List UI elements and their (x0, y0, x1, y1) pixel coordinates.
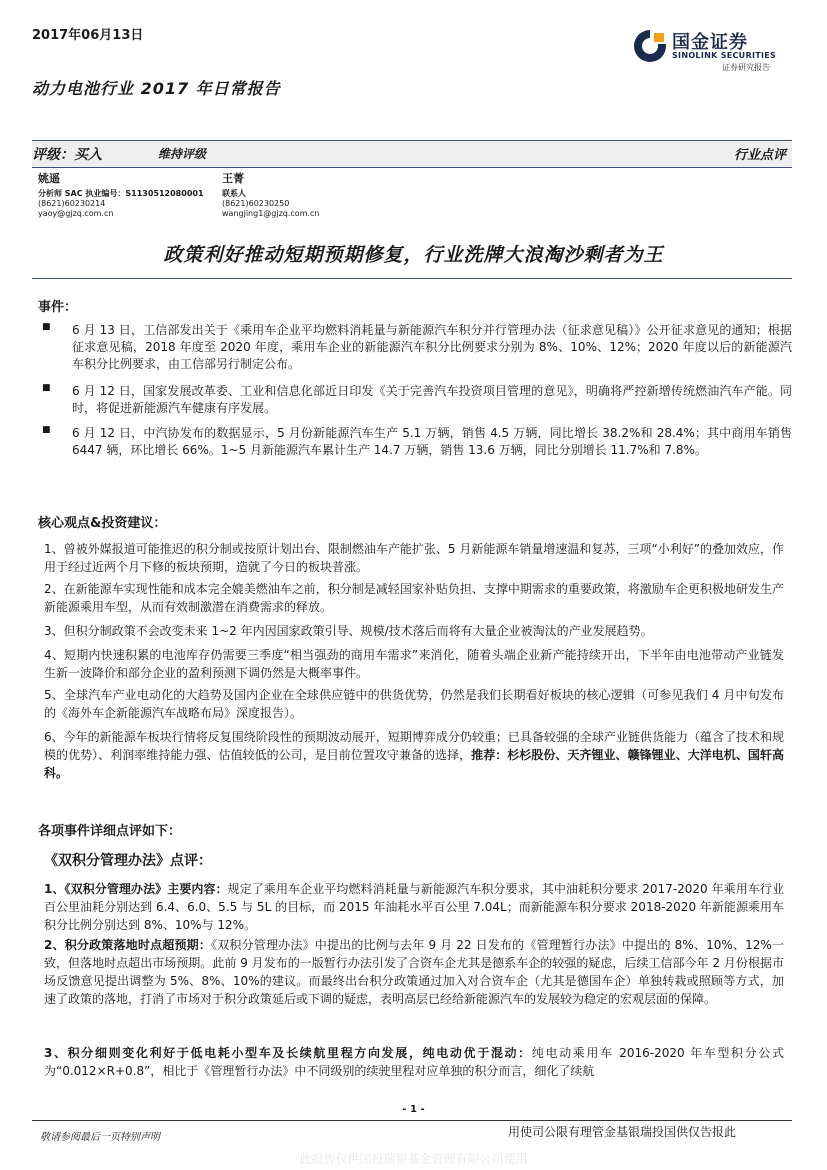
event-text: 6 月 12 日，国家发展改革委、工业和信息化部近日印发《关于完善汽车投资项目管理的意见》，明确将严控新增传统燃油汽车产能。同时，将促进新能源汽车健康有序发展。 (72, 384, 792, 415)
detail-text: 《双积分管理办法》中提出的比例与去年 9 月 22 日发布的《管理暂行办法》中提出的 8%、10%、12%一致，但落地时点超出市场预期。此前 9 月发布的一版暂行办法引发了合资车企尤其是德系车企的较强的疑虑，后续工信部今年 2 月份根据市场反馈意见提出调整为 5%、8%、10%的建议。而最终出台积分政策通过加入对合资车企（尤其是德国车企）单独转栽或照顾等方式，加速了政策的落地，打消了市场对于积分政策延后或下调的疑虑，表明高层已经给新能源汽车的发展较为稳定的宏观层面的保障。 (44, 938, 784, 1006)
list-item (32, 383, 792, 417)
contact-email: wangjing1@gjzq.com.cn (222, 209, 320, 218)
logo-mark-icon (632, 28, 668, 64)
core-item: 1、曾被外媒报道可能推迟的积分制或按原计划出台、限制燃油车产能扩张、5 月新能源车销量增速温和复苏，三项“小利好”的叠加效应，作用于经过近两个月下修的板块预期，造就了今日的板块普涨。 (44, 542, 784, 574)
event-text: 6 月 12 日，中汽协发布的数据显示，5 月份新能源汽车生产 5.1 万辆，销售 4.5 万辆，同比增长 38.2%和 28.4%；其中商用车销售 6447 辆，环比增长 66%。1~5 月新能源汽车累计生产 14.7 万辆，销售 13.6 万辆，同比分别增长 11.7%和 7.8%。 (72, 426, 792, 457)
watermark: 此报告仅供国投瑞银基金管理有限公司使用 (299, 1152, 528, 1166)
event-text: 6 月 13 日，工信部发出关于《乘用车企业平均燃料消耗量与新能源汽车积分并行管理办法（征求意见稿）》公开征求意见的通知；根据征求意见稿，2018 年度至 2020 年度，乘用车企业的新能源汽车积分比例要求分别为 8%、10%、12%；2020 年度以后的新能源汽车积分比例要求，由工信部另行制定公布。 (72, 323, 792, 371)
footer-usage-note: 用使司公限有理管金基银瑞投国供仅告报此 (508, 1125, 737, 1139)
detail-lead: 3、积分细则变化利好于低电耗小型车及长续航里程方向发展，纯电动优于混动： (44, 1046, 532, 1060)
page-number: - 1 - (402, 1104, 425, 1115)
report-title: 动力电池行业 2017 年日常报告 (32, 79, 281, 98)
recommend-label: 推荐： (471, 748, 508, 762)
analyst-name: 姚遥 (38, 172, 60, 185)
detail-title: 各项事件详细点评如下： (38, 824, 182, 839)
bullet-icon: ■ (42, 322, 51, 332)
contact-role: 联系人 (222, 189, 246, 198)
core-item-last (44, 728, 784, 782)
detail-text: 规定了乘用车企业平均燃料消耗量与新能源汽车积分要求，其中油耗积分要求 2017-2020 年乘用车行业百公里油耗分别达到 6.4、6.0、5.5 与 5L 的目标，而 2015 年油耗水平百公里 7.04L；而新能源车积分要求 2018-2020 年新能源乘用车积分比例分别达到 8%、10%与 12%。 (44, 882, 784, 932)
contact-name: 王菁 (222, 172, 244, 185)
analyst-phone: (8621)60230214 (38, 199, 106, 208)
detail-para-3 (44, 1044, 784, 1080)
core-title: 核心观点&投资建议： (38, 516, 167, 531)
list-item (32, 425, 792, 459)
bullet-icon: ■ (42, 425, 51, 435)
recommend-stocks: 杉杉股份、天齐锂业、赣锋锂业、大洋电机、国轩高科。 (44, 748, 784, 780)
divider (32, 278, 792, 279)
core-item: 4、短期内快速积累的电池库存仍需要三季度“相当强劲的商用车需求”来消化，随着头端企业新产能持续开出，下半年由电池带动产业链发生新一波降价和部分企业的盈利预测下调仍然是大概率事件。 (44, 648, 784, 680)
core-item-text: 6、今年的新能源车板块行情将反复围绕阶段性的预期波动展开，短期博弈成分仍较重；已具备较强的全球产业链供货能力（蕴含了技术和规模的优势）、利润率维持能力强、估值较低的公司，是目前位置攻守兼备的选择， (44, 730, 784, 762)
detail-para-2 (44, 936, 784, 1008)
rating-label: 评级：买入 (32, 147, 102, 163)
analyst-email: yaoy@gjzq.com.cn (38, 209, 114, 218)
analyst-role: 分析师 SAC 执业编号：S1130512080001 (38, 189, 204, 198)
events-title: 事件： (38, 300, 78, 315)
core-item: 3、但积分制政策不会改变未来 1~2 年内因国家政策引导、规模/技术落后而将有大量企业被淘汰的产业发展趋势。 (44, 624, 653, 638)
footer-divider (32, 1120, 792, 1121)
logo-en: SINOLINK SECURITIES (672, 51, 777, 60)
report-category: 证券研究报告 (722, 63, 770, 72)
rating-bar (32, 140, 792, 168)
footer-disclaimer: 敬请参阅最后一页特别声明 (40, 1132, 160, 1143)
detail-subtitle: 《双积分管理办法》点评： (44, 853, 212, 869)
bullet-icon: ■ (42, 383, 51, 393)
core-item: 2、在新能源车实现性能和成本完全媲美燃油车之前，积分制是减轻国家补贴负担、支撑中期需求的重要政策，将激励车企更积极地研发生产新能源乘用车型，从而有效制激潜在消费需求的释放。 (44, 582, 784, 614)
logo-cn: 国金证券 (672, 32, 748, 53)
detail-text: 纯电动乘用车 2016-2020 年车型积分公式为“0.012×R+0.8”，相比于《管理暂行办法》中不同级别的续驶里程对应单独的积分而言，细化了续航 (44, 1046, 784, 1078)
detail-para-1 (44, 880, 784, 934)
list-item (32, 322, 792, 373)
headline: 政策利好推动短期预期修复，行业洗牌大浪淘沙剩者为王 (163, 244, 664, 266)
rating-sub: 维持评级 (158, 147, 207, 161)
report-type: 行业点评 (733, 148, 786, 163)
detail-lead: 2、积分政策落地时点超预期： (44, 938, 212, 952)
contact-block (222, 172, 320, 219)
core-item: 5、全球汽车产业电动化的大趋势及国内企业在全球供应链中的供货优势，仍然是我们长期看好板块的核心逻辑（可参见我们 4 月中旬发布的《海外车企新能源汽车战略布局》深度报告）。 (44, 688, 784, 720)
analyst-block (38, 172, 204, 219)
contact-phone: (8621)60230250 (222, 199, 290, 208)
report-date: 2017年06月13日 (32, 28, 144, 43)
detail-lead: 1、《双积分管理办法》主要内容： (44, 882, 228, 896)
